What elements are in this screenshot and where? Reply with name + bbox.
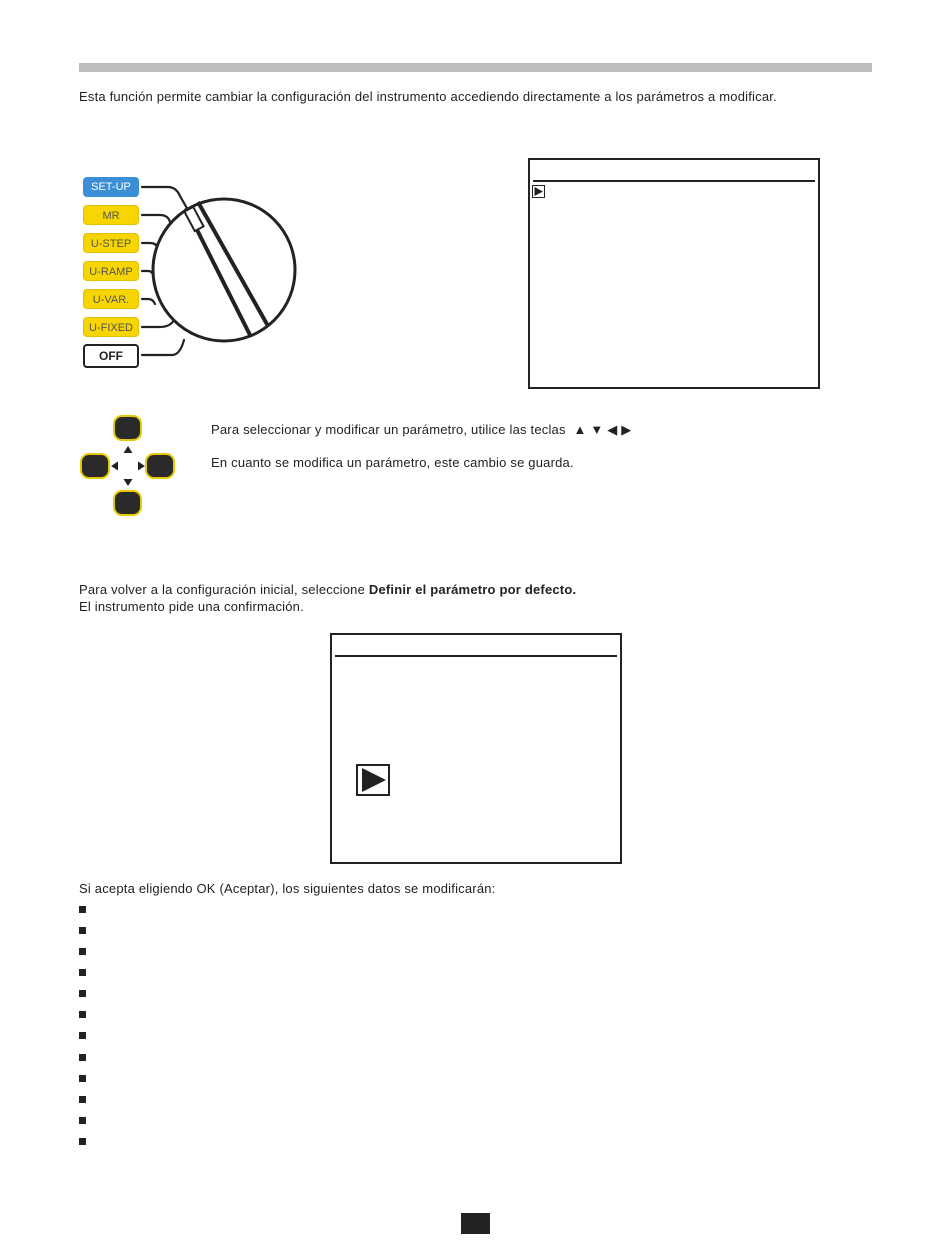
switch-label-setup: SET-UP [83,177,139,197]
switch-labels [83,177,143,372]
square-bullet-icon [79,1138,86,1145]
play-cursor-icon [532,185,545,198]
display-screen-setup [528,158,820,389]
square-bullet-icon [79,1054,86,1061]
square-bullet-icon [79,1075,86,1082]
switch-label-ustep: U-STEP [83,233,139,253]
square-bullet-icon [79,906,86,913]
section-header-bar [79,63,872,72]
rotary-switch-icon [138,180,303,380]
direction-arrows-icon [110,445,146,487]
reset-instruction [79,582,576,597]
switch-label-ufixed: U-FIXED [83,317,139,337]
switch-label-uvar: U-VAR. [83,289,139,309]
arrow-keypad-icon [80,415,175,517]
square-bullet-icon [79,1011,86,1018]
confirmation-note: El instrumento pide una confirmación. [79,599,304,614]
keys-instruction [211,422,631,438]
key-down [113,490,142,516]
intro-text: Esta función permite cambiar la configuración del instrumento accediendo directamente a los parámetros a modificar. [79,89,777,104]
square-bullet-icon [79,969,86,976]
keys-instruction-text: Para seleccionar y modificar un parámetro, utilice las teclas [211,422,566,437]
square-bullet-icon [79,948,86,955]
accept-text: Si acepta eligiendo OK (Aceptar), los siguientes datos se modificarán: [79,881,496,896]
default-parameter-option: Definir el parámetro por defecto. [368,582,577,597]
square-bullet-icon [79,1117,86,1124]
key-left [80,453,110,479]
play-cursor-icon [356,764,390,796]
reset-lead: Para volver a la configuración inicial, seleccione [79,582,369,597]
screen-title-rule [533,180,815,182]
page-number-box [461,1213,490,1234]
screen-title-rule [335,655,617,657]
switch-label-off: OFF [83,344,139,368]
switch-label-mr: MR [83,205,139,225]
square-bullet-icon [79,990,86,997]
key-up [113,415,142,441]
square-bullet-icon [79,1032,86,1039]
key-right [145,453,175,479]
arrow-symbols: ▲ ▼ ◀ ▶ [573,422,632,437]
square-bullet-icon [79,927,86,934]
square-bullet-icon [79,1096,86,1103]
display-screen-confirm [330,633,622,864]
save-note: En cuanto se modifica un parámetro, este cambio se guarda. [211,455,574,470]
switch-label-uramp: U-RAMP [83,261,139,281]
